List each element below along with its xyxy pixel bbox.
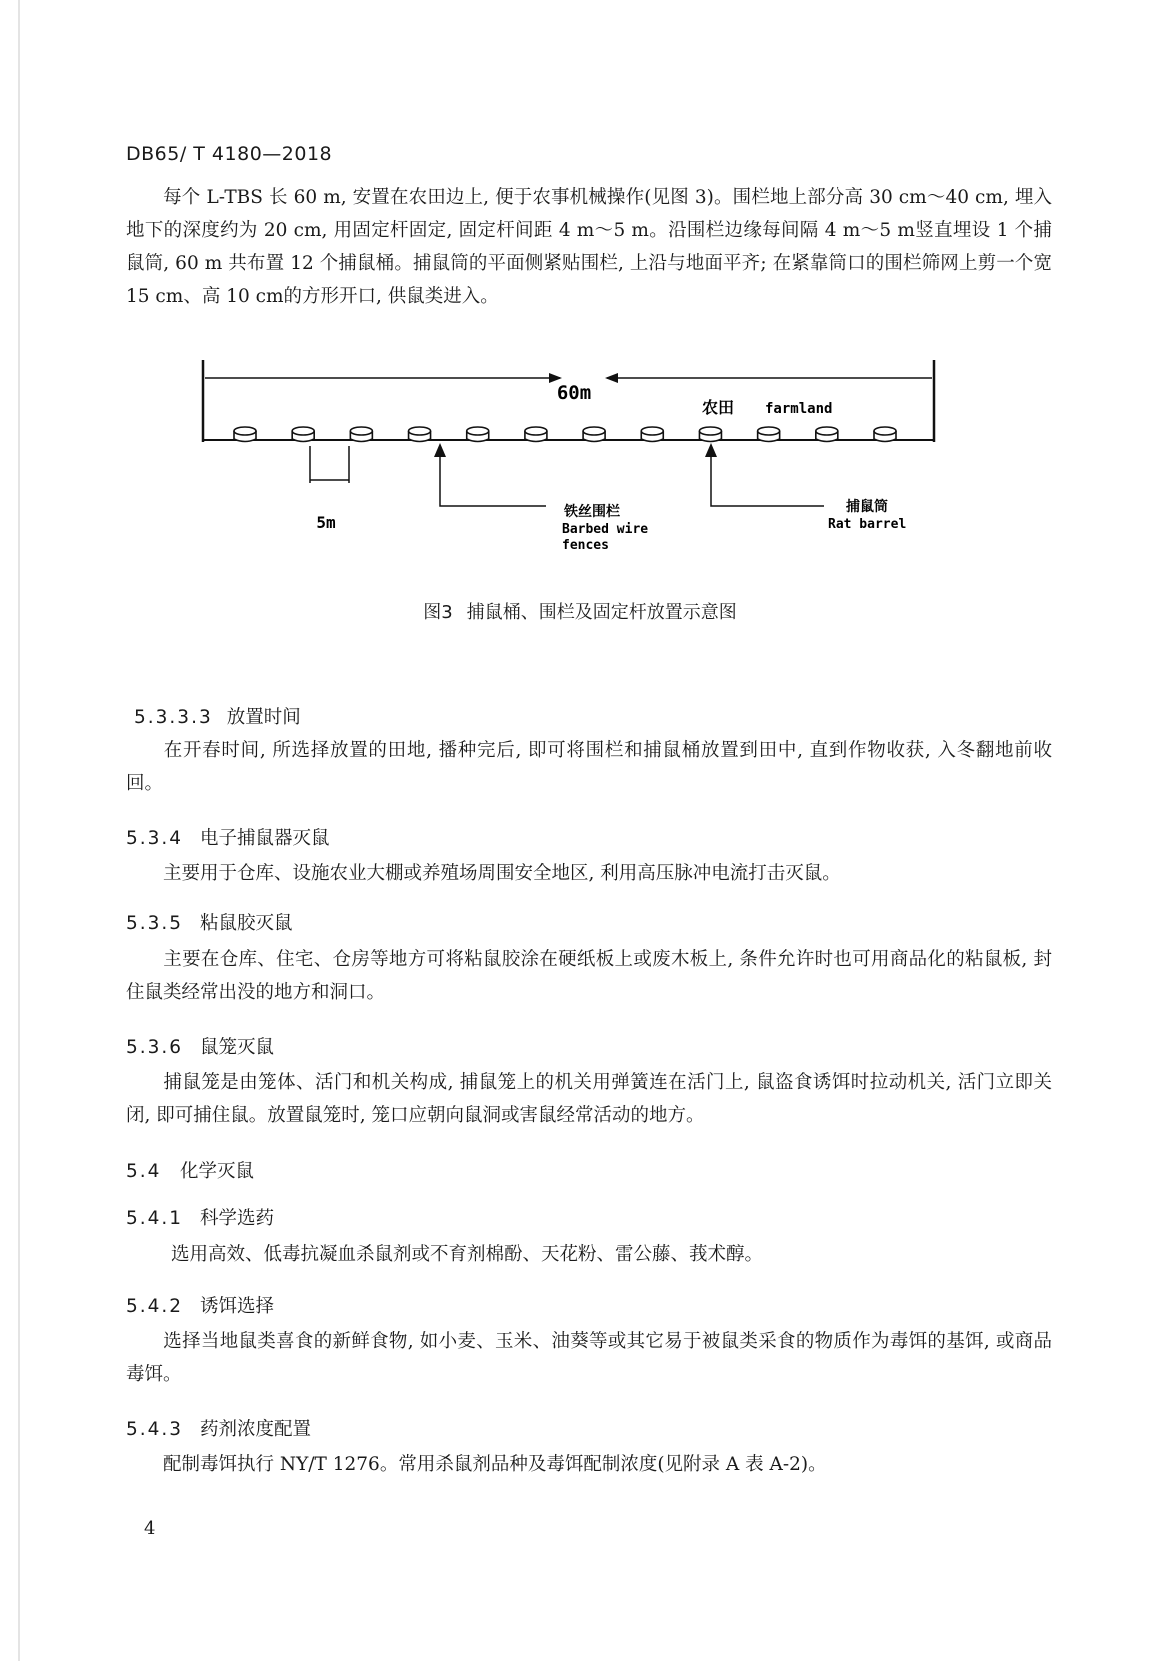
rat-barrel-icon [816, 427, 838, 442]
barrel-en-label: Rat barrel [828, 517, 907, 532]
section-number: 5.4.1 [126, 1208, 184, 1229]
figure-caption [0, 598, 1160, 624]
fence-cn-label: 铁丝围栏 [564, 504, 620, 520]
section-heading [126, 825, 330, 853]
section-number: 5.4 [126, 1161, 162, 1182]
fence-en-label-2: fences [562, 538, 609, 553]
rat-barrel-icon [874, 427, 896, 442]
barrel-pointer-line [711, 456, 824, 506]
rat-barrel-icon [641, 427, 663, 442]
section-number: 5.3.3.3 [134, 707, 213, 728]
intro-paragraph-text: 每个 L-TBS 长 60 m, 安置在农田边上, 便于农事机械操作(见图 3)。围栏地上部分高 30 cm～40 cm, 埋入地下的深度约为 20 cm, 用固定杆固定, 固定杆间距 4 m～5 m。沿围栏边缘每间隔 4 m～5 m竖直埋设 1 个捕鼠筒, 60 m 共布置 12 个捕鼠桶。捕鼠筒的平面侧紧贴围栏, 上沿与地面平齐; 在紧靠筒口的围栏筛网上剪一个宽 15 cm、高 10 cm的方形开口, 供鼠类进入。 [126, 187, 1052, 307]
section-body-text: 选用高效、低毒抗凝血杀鼠剂或不育剂棉酚、天花粉、雷公藤、莪术醇。 [171, 1244, 764, 1265]
section-number: 5.4.2 [126, 1296, 184, 1317]
section-body-text: 主要在仓库、住宅、仓房等地方可将粘鼠胶涂在硬纸板上或废木板上, 条件允许时也可用商品化的粘鼠板, 封住鼠类经常出没的地方和洞口。 [126, 949, 1052, 1003]
section-body-text: 主要用于仓库、设施农业大棚或养殖场周围安全地区, 利用高压脉冲电流打击灭鼠。 [163, 863, 841, 884]
section-title: 鼠笼灭鼠 [200, 1037, 275, 1058]
rat-barrel-icon [699, 427, 721, 442]
section-body-text: 选择当地鼠类喜食的新鲜食物, 如小麦、玉米、油葵等或其它易于被鼠类采食的物质作为毒饵的基饵, 或商品毒饵。 [126, 1331, 1052, 1385]
section-body-text: 在开春时间, 所选择放置的田地, 播种完后, 即可将围栏和捕鼠桶放置到田中, 直到作物收获, 入冬翻地前收回。 [126, 740, 1052, 794]
section-number: 5.3.5 [126, 913, 184, 934]
farmland-cn-label: 农田 [702, 398, 735, 417]
page-number: 4 [144, 1518, 156, 1539]
section-title: 药剂浓度配置 [200, 1419, 312, 1440]
section-heading [134, 704, 301, 732]
section-body [126, 857, 1052, 890]
section-body [126, 1448, 1052, 1481]
rat-barrel-icon [350, 427, 372, 442]
section-body [126, 734, 1052, 800]
rat-barrel-icon [409, 427, 431, 442]
section-title: 电子捕鼠器灭鼠 [200, 828, 330, 849]
barrel-arrow-head [705, 443, 717, 457]
section-heading [126, 1293, 274, 1321]
section-number: 5.3.6 [126, 1037, 184, 1058]
section-title: 科学选药 [200, 1208, 275, 1229]
fence-en-label-1: Barbed wire [562, 522, 649, 537]
rat-barrel-icon [292, 427, 314, 442]
fence-arrow-head [434, 443, 446, 457]
section-body [126, 1325, 1052, 1391]
section-heading [126, 910, 293, 938]
figure-number: 图3 [423, 602, 453, 623]
section-body-text: 配制毒饵执行 NY/T 1276。常用杀鼠剂品种及毒饵配制浓度(见附录 A 表 A-2)。 [163, 1454, 827, 1475]
rat-barrel-icon [467, 427, 489, 442]
section-body [126, 1066, 1052, 1132]
section-title: 放置时间 [226, 707, 301, 728]
section-heading [126, 1205, 274, 1233]
rat-barrel-icon [758, 427, 780, 442]
section-heading [126, 1158, 254, 1186]
figure-caption-text: 捕鼠桶、围栏及固定杆放置示意图 [466, 602, 737, 623]
section-body [126, 1238, 1052, 1271]
section-title: 化学灭鼠 [180, 1161, 255, 1182]
barrel-cn-label: 捕鼠筒 [846, 499, 888, 515]
section-number: 5.4.3 [126, 1419, 184, 1440]
section-number: 5.3.4 [126, 828, 184, 849]
rat-barrel-icon [234, 427, 256, 442]
section-title: 粘鼠胶灭鼠 [200, 913, 293, 934]
farmland-en-label: farmland [765, 401, 833, 417]
section-body-text: 捕鼠笼是由笼体、活门和机关构成, 捕鼠笼上的机关用弹簧连在活门上, 鼠盗食诱饵时拉动机关, 活门立即关闭, 即可捕住鼠。放置鼠笼时, 笼口应朝向鼠洞或害鼠经常活动的地方。 [126, 1072, 1052, 1126]
dimension-arrow-left [605, 373, 618, 383]
fence-layout-diagram [0, 0, 1160, 640]
standard-id-header: DB65/ T 4180—2018 [126, 143, 333, 165]
length-label: 60m [556, 382, 592, 404]
section-heading [126, 1416, 311, 1444]
section-title: 诱饵选择 [200, 1296, 275, 1317]
spacing-label: 5m [316, 513, 336, 532]
rat-barrel-icon [583, 427, 605, 442]
section-body [126, 943, 1052, 1009]
section-heading [126, 1034, 274, 1062]
fence-pointer-line [440, 456, 546, 506]
rat-barrel-icon [525, 427, 547, 442]
